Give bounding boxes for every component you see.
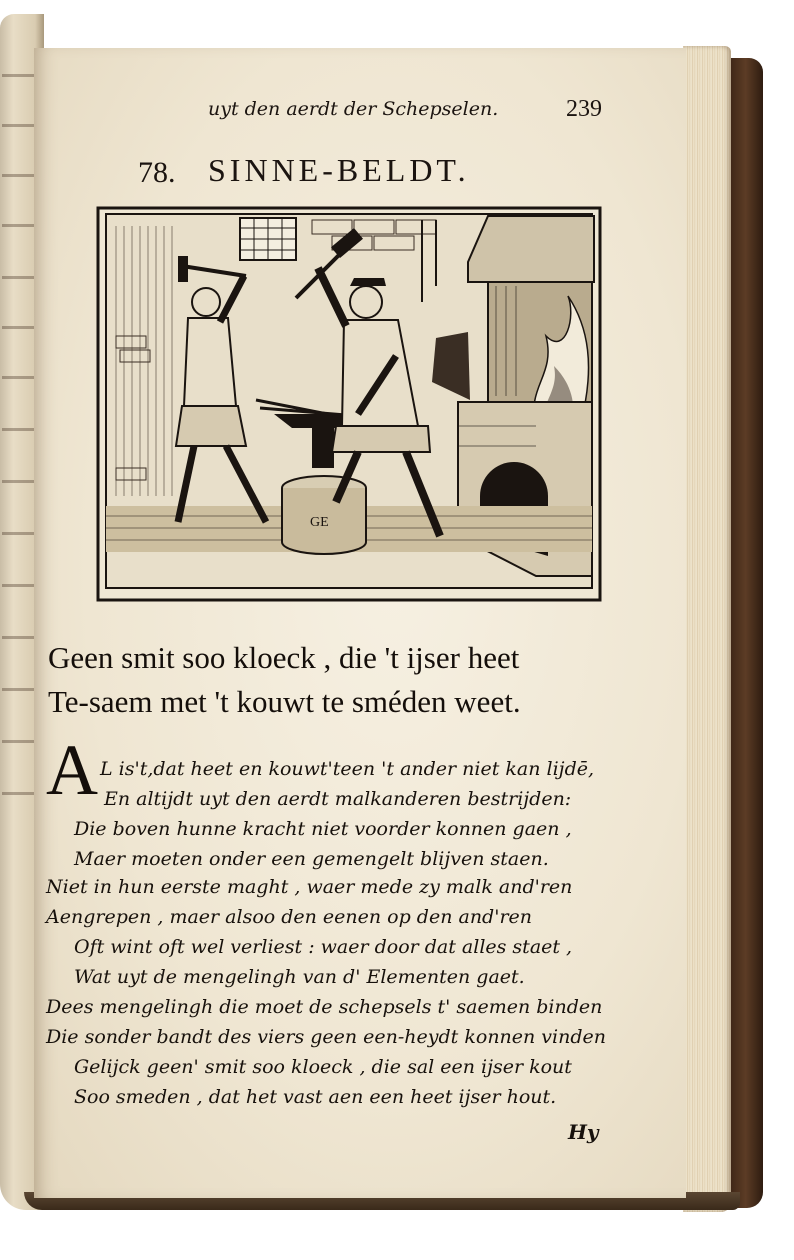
verse-line: Oft wint oft wel verliest : waer door dat alles staet , <box>74 936 573 958</box>
motto-line-2: Te-saem met 't kouwt te sméden weet. <box>48 684 521 719</box>
verse-line: Wat uyt de mengelingh van d' Elementen gaet. <box>74 966 525 988</box>
catchword: Hy <box>568 1120 599 1144</box>
drop-cap: A <box>46 730 98 810</box>
verse-line: Gelijck geen' smit soo kloeck , die sal een ijser kout <box>74 1056 572 1078</box>
verse-line: Aengrepen , maer alsoo den eenen op den and'ren <box>46 906 533 928</box>
verse-line: Soo smeden , dat het vast aen een heet ijser hout. <box>74 1086 557 1108</box>
emblem-number: 78. <box>138 156 176 189</box>
verse-line: Dees mengelingh die moet de schepsels t' saemen binden <box>46 996 603 1018</box>
engraving-blacksmiths <box>96 206 602 602</box>
page-edges <box>683 46 731 1212</box>
motto-line-1: Geen smit soo kloeck , die 't ijser heet <box>48 640 520 675</box>
verse-line: Maer moeten onder een gemengelt blijven staen. <box>74 848 549 870</box>
verse-line: L is't,dat heet en kouwt'teen 't ander niet kan lijdē, <box>100 758 595 780</box>
verse-line: Die sonder bandt des viers geen een-heydt konnen vinden <box>46 1026 606 1048</box>
anvil-initials: GE <box>310 515 329 530</box>
verse-line: Niet in hun eerste maght , waer mede zy malk and'ren <box>46 876 573 898</box>
page-number: 239 <box>566 96 602 122</box>
running-head: uyt den aerdt der Schepselen. <box>208 98 499 120</box>
verse-line: Die boven hunne kracht niet voorder konnen gaen , <box>74 818 572 840</box>
verse-line: En altijdt uyt den aerdt malkanderen bestrijden: <box>104 788 572 810</box>
emblem-title: SINNE-BELDT. <box>208 152 470 188</box>
